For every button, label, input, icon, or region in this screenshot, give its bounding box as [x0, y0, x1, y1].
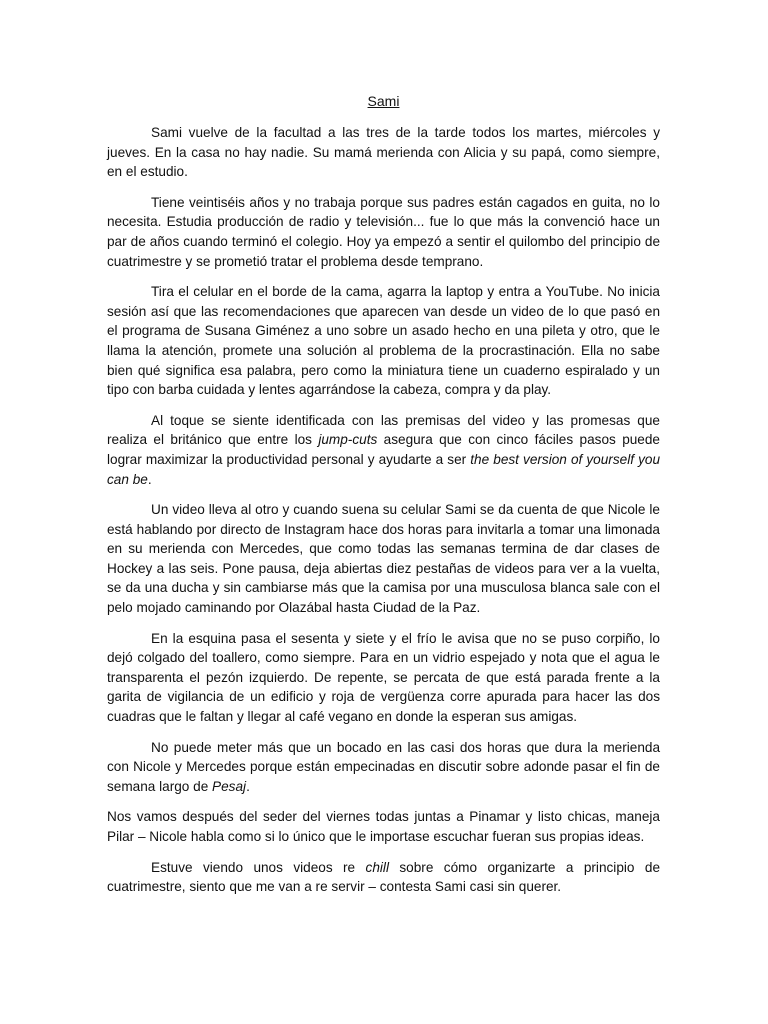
paragraph [107, 411, 660, 489]
paragraph-text: Al toque se siente identificada con las premisas del video y las promesas que realiza el británico que entre los [107, 412, 660, 448]
paragraph-text: En la esquina pasa el sesenta y siete y el frío le avisa que no se puso corpiño, lo dejó colgado del toallero, como siempre. Para en un vidrio espejado y nota que el agua le transparenta el pezón izquierdo. De repente, se percata de que está parada frente a la garita de vigilancia de un edificio y roja de vergüenza corre apurada para hacer las dos cuadras que le faltan y llegar al café vegano en donde la esperan sus amigas. [107, 630, 660, 725]
paragraph [107, 807, 660, 846]
paragraph-text: . [246, 778, 250, 794]
paragraph-text: Sami vuelve de la facultad a las tres de la tarde todos los martes, miércoles y jueves. En la casa no hay nadie. Su mamá merienda con Alicia y su papá, como siempre, en el estudio. [107, 125, 660, 180]
italic-text: jump-cuts [318, 432, 378, 448]
italic-text: the best version of yourself you can be [107, 451, 660, 487]
paragraph [107, 500, 660, 618]
document-page [107, 92, 660, 908]
paragraph [107, 123, 660, 182]
paragraph-text: Un video lleva al otro y cuando suena su celular Sami se da cuenta de que Nicole le está hablando por directo de Instagram hace dos horas para invitarla a tomar una limonada en su merienda con Mercedes, que como todas las semanas termina de dar clases de Hockey a las seis. Pone pausa, deja abiertas diez pestañas de videos para ver a la vuelta, se da una ducha y sin cambiarse más que la camisa por una musculosa blanca sale con el pelo mojado caminando por Olazábal hasta Ciudad de la Paz. [107, 502, 660, 616]
paragraph-text: Estuve viendo unos videos re [151, 859, 366, 875]
paragraph-text: asegura que con cinco fáciles pasos puede lograr maximizar la productividad personal y ayudarte a ser [107, 432, 660, 467]
paragraph-text: Nos vamos después del seder del viernes todas juntas a Pinamar y listo chicas, maneja Pilar – Nicole habla como si lo único que le importase escuchar fueran sus propias ideas. [107, 809, 660, 844]
document-title: Sami [367, 93, 400, 109]
paragraph-text: sobre cómo organizarte a principio de cuatrimestre, siento que me van a re servir – contesta Sami casi sin querer. [107, 859, 660, 895]
document-body [107, 123, 660, 897]
paragraph [107, 282, 660, 400]
paragraph-text: . [147, 471, 152, 487]
paragraph-text: Tira el celular en el borde de la cama, agarra la laptop y entra a YouTube. No inicia sesión así que las recomendaciones que aparecen van desde un video de lo que pasó en el programa de Susana Giménez a uno sobre un asado hecho en una pileta y otro, que le llama la atención, promete una solución al problema de la procrastinación. Ella no sabe bien qué significa esa palabra, pero como la miniatura tiene un cuaderno espiralado y un tipo con barba cuidada y lentes agarrándose la cabeza, compra y da play. [107, 284, 660, 398]
paragraph [107, 193, 660, 271]
italic-text: Pesaj [212, 778, 247, 794]
paragraph-text: Tiene veintiséis años y no trabaja porque sus padres están cagados en guita, no lo necesita. Estudia producción de radio y televisión... fue lo que más la convenció hace un par de años cuando terminó el colegio. Hoy ya empezó a sentir el quilombo del principio de cuatrimestre y se prometió tratar el problema desde temprano. [107, 194, 660, 269]
paragraph-text: No puede meter más que un bocado en las casi dos horas que dura la merienda con Nicole y Mercedes porque están empecinadas en discutir sobre adonde pasar el fin de semana largo de [107, 739, 660, 794]
paragraph [107, 858, 660, 897]
paragraph [107, 738, 660, 797]
italic-text: chill [365, 859, 389, 875]
paragraph [107, 629, 660, 727]
